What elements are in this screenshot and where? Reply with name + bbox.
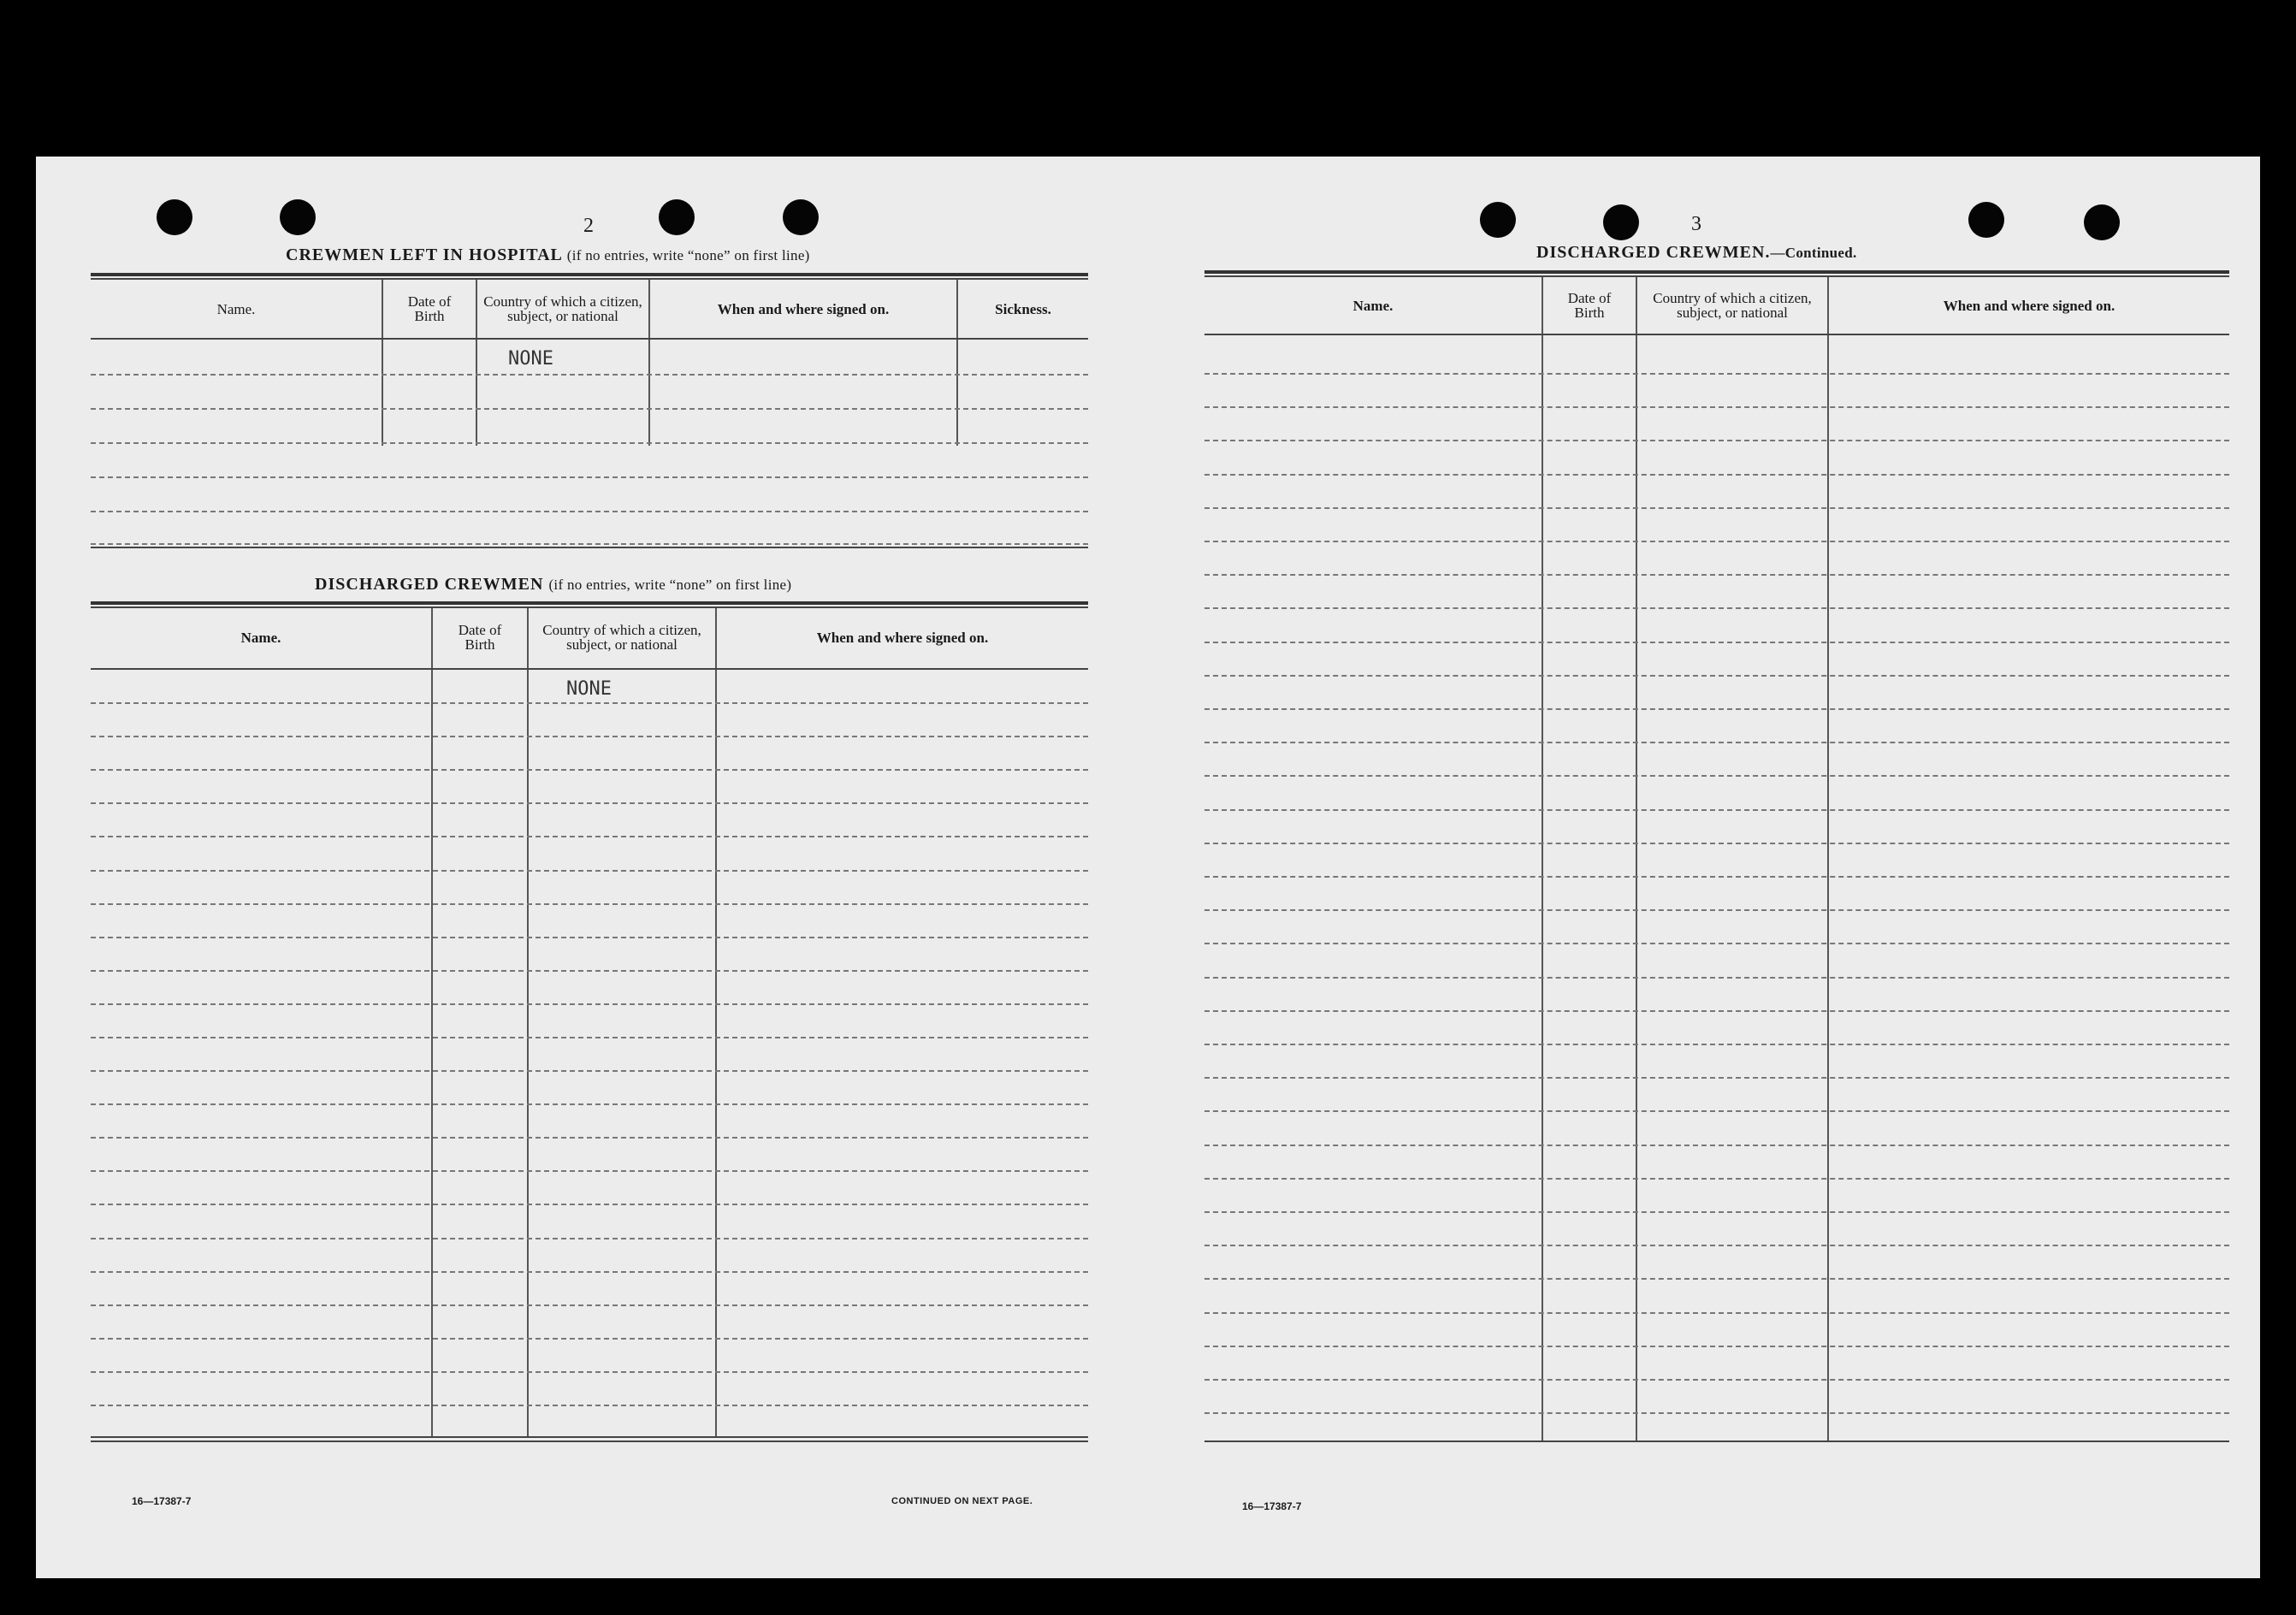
entry-line: [1204, 843, 2229, 844]
entry-line: [91, 870, 1088, 872]
entry-line: [1204, 642, 2229, 643]
continued-note: CONTINUED ON NEXT PAGE.: [891, 1496, 1033, 1506]
entry-line: [1204, 708, 2229, 710]
entry-line: [1204, 507, 2229, 509]
column-divider: [382, 280, 383, 446]
entry-line: [91, 970, 1088, 972]
discharged-title-text: DISCHARGED CREWMEN: [315, 575, 544, 594]
hospital-none-entry: NONE: [508, 348, 553, 370]
entry-line: [91, 1137, 1088, 1139]
entry-line: [1204, 1178, 2229, 1180]
entry-line: [1204, 1110, 2229, 1112]
punch-hole: [1480, 202, 1516, 238]
entry-line: [91, 702, 1088, 704]
entry-line: [1204, 1346, 2229, 1347]
entry-line: [1204, 943, 2229, 944]
continued-col-name: Name.: [1352, 297, 1394, 314]
column-divider: [527, 608, 529, 1436]
entry-line: [91, 1037, 1088, 1038]
continued-col-country: Country of which a citizen, subject, or national: [1653, 290, 1812, 321]
rule: [91, 668, 1088, 670]
rule: [91, 1436, 1088, 1438]
discharged-none-entry: NONE: [566, 678, 612, 700]
entry-line: [91, 1271, 1088, 1273]
entry-line: [1204, 1245, 2229, 1246]
entry-line: [1204, 406, 2229, 408]
entry-line: [91, 1070, 1088, 1072]
rule: [1204, 1440, 2229, 1442]
entry-line: [91, 1371, 1088, 1373]
rule: [91, 601, 1088, 605]
punch-hole: [157, 199, 192, 235]
continued-suffix: —Continued.: [1770, 245, 1857, 261]
form-number: 16—17387-7: [132, 1495, 192, 1507]
rule: [1204, 270, 2229, 274]
column-divider: [476, 280, 477, 446]
entry-line: [1204, 541, 2229, 542]
rule: [91, 547, 1088, 548]
entry-line: [1204, 1010, 2229, 1012]
entry-line: [1204, 909, 2229, 911]
entry-line: [91, 1405, 1088, 1406]
entry-line: [1204, 876, 2229, 878]
rule: [91, 273, 1088, 276]
entry-line: [1204, 742, 2229, 743]
entry-line: [1204, 1077, 2229, 1079]
rule: [91, 338, 1088, 340]
discharged-continued-text: DISCHARGED CREWMEN.: [1536, 243, 1771, 262]
punch-hole: [1968, 202, 2004, 238]
page-number: 3: [1691, 213, 1701, 235]
entry-line: [91, 836, 1088, 837]
hospital-col-dob: Date of Birth: [407, 293, 452, 324]
entry-line: [91, 1003, 1088, 1005]
hospital-instruction: (if no entries, write “none” on first line): [566, 247, 810, 263]
entry-line: [91, 1103, 1088, 1105]
entry-line: [91, 1170, 1088, 1172]
entry-line: [1204, 1278, 2229, 1280]
entry-line: [1204, 1379, 2229, 1381]
entry-line: [1204, 1211, 2229, 1213]
rule: [91, 1440, 1088, 1442]
page-number: 2: [583, 215, 594, 237]
punch-hole: [783, 199, 819, 235]
column-divider: [1827, 277, 1829, 1440]
entry-line: [91, 1304, 1088, 1306]
entry-line: [91, 903, 1088, 905]
rule: [1204, 334, 2229, 335]
entry-line: [1204, 607, 2229, 609]
entry-line: [1204, 1412, 2229, 1414]
hospital-col-country: Country of which a citizen, subject, or national: [483, 293, 642, 324]
entry-line: [1204, 1145, 2229, 1146]
punch-hole: [1603, 204, 1639, 240]
continued-col-dob: Date of Birth: [1567, 290, 1612, 321]
punch-hole: [280, 199, 316, 235]
entry-line: [91, 374, 1088, 376]
entry-line: [91, 1204, 1088, 1205]
hospital-title-text: CREWMEN LEFT IN HOSPITAL: [286, 246, 562, 264]
discharged-col-dob: Date of Birth: [458, 622, 502, 653]
column-divider: [1636, 277, 1637, 1440]
entry-line: [1204, 775, 2229, 777]
entry-line: [1204, 574, 2229, 576]
hospital-col-name: Name.: [216, 300, 256, 317]
discharged-instruction: (if no entries, write “none” on first line): [548, 577, 792, 593]
discharged-col-country: Country of which a citizen, subject, or national: [542, 622, 701, 653]
entry-line: [91, 543, 1088, 545]
entry-line: [1204, 474, 2229, 476]
punch-hole: [659, 199, 695, 235]
column-divider: [1542, 277, 1543, 1440]
entry-line: [91, 476, 1088, 478]
entry-line: [91, 442, 1088, 444]
ledger-sheet: [36, 157, 2260, 1578]
column-divider: [431, 608, 433, 1436]
column-divider: [715, 608, 717, 1436]
entry-line: [1204, 440, 2229, 441]
hospital-col-sickness: Sickness.: [995, 300, 1051, 317]
column-divider: [956, 280, 958, 446]
entry-line: [91, 937, 1088, 938]
entry-line: [1204, 373, 2229, 375]
punch-hole: [2084, 204, 2120, 240]
entry-line: [91, 802, 1088, 804]
entry-line: [1204, 977, 2229, 979]
continued-col-signed: When and where signed on.: [1943, 297, 2116, 314]
entry-line: [91, 1338, 1088, 1340]
column-divider: [648, 280, 650, 446]
hospital-col-signed: When and where signed on.: [717, 300, 890, 317]
form-number: 16—17387-7: [1242, 1500, 1302, 1512]
entry-line: [1204, 675, 2229, 677]
hospital-section-title: [286, 246, 810, 265]
entry-line: [91, 769, 1088, 771]
entry-line: [1204, 809, 2229, 811]
entry-line: [91, 408, 1088, 410]
entry-line: [91, 1238, 1088, 1239]
entry-line: [1204, 1312, 2229, 1314]
entry-line: [91, 511, 1088, 512]
entry-line: [1204, 1044, 2229, 1045]
discharged-col-signed: When and where signed on.: [816, 629, 989, 646]
discharged-continued-title: [1536, 243, 1857, 263]
discharged-section-title: [315, 575, 791, 595]
discharged-col-name: Name.: [240, 629, 281, 646]
entry-line: [91, 736, 1088, 737]
